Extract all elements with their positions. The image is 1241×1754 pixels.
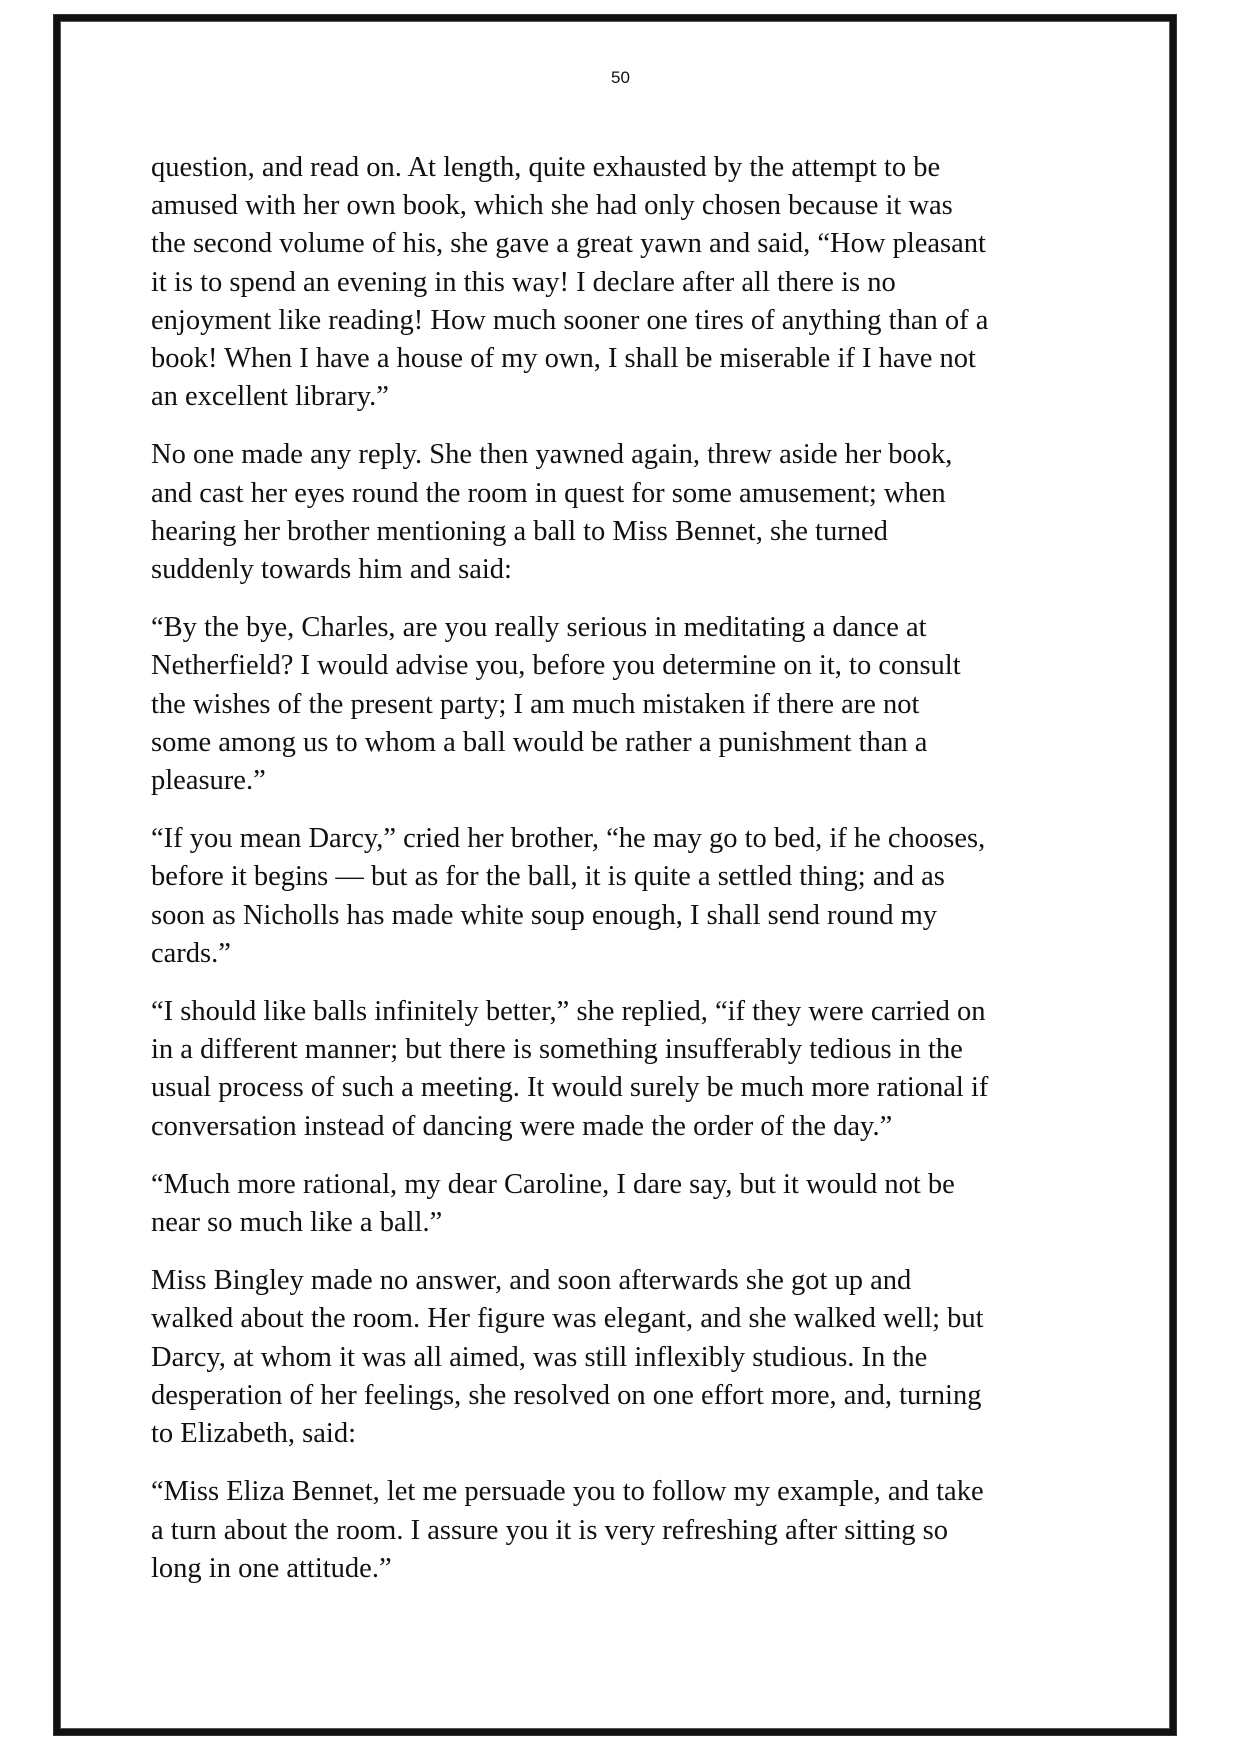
text-line: “Much more rational, my dear Caroline, I dare say, but it would not be xyxy=(151,1168,955,1200)
text-line: question, and read on. At length, quite exhausted by the attempt to be xyxy=(151,152,941,183)
paragraph xyxy=(151,149,1111,416)
text-line: to Elizabeth, said: xyxy=(151,1418,356,1450)
text-line: walked about the room. Her figure was elegant, and she walked well; but xyxy=(151,1303,984,1335)
text-line: pleasure.” xyxy=(151,765,266,797)
text-line: an excellent library.” xyxy=(151,381,389,413)
text-line: amused with her own book, which she had only chosen because it was xyxy=(151,190,953,222)
paragraph xyxy=(151,1262,1111,1453)
text-line: “If you mean Darcy,” cried her brother, “he may go to bed, if he chooses, xyxy=(151,823,986,855)
text-line: the second volume of his, she gave a great yawn and said, “How pleasant xyxy=(151,228,986,260)
text-line: some among us to whom a ball would be rather a punishment than a xyxy=(151,726,928,758)
text-line: suddenly towards him and said: xyxy=(151,554,512,586)
paragraph xyxy=(151,1473,1111,1588)
text-line: soon as Nicholls has made white soup enough, I shall send round my xyxy=(151,899,938,931)
text-line: and cast her eyes round the room in quest for some amusement; when xyxy=(151,477,946,509)
text-line: it is to spend an evening in this way! I declare after all there is no xyxy=(151,266,896,298)
text-line: usual process of such a meeting. It would surely be much more rational if xyxy=(151,1072,989,1104)
text-body xyxy=(151,149,1111,1608)
text-line: book! When I have a house of my own, I shall be miserable if I have not xyxy=(151,343,976,375)
text-line: Netherfield? I would advise you, before you determine on it, to consult xyxy=(151,650,961,682)
paragraph xyxy=(151,609,1111,800)
text-line: before it begins — but as for the ball, it is quite a settled thing; and as xyxy=(151,861,945,893)
text-line: hearing her brother mentioning a ball to Miss Bennet, she turned xyxy=(151,515,888,547)
page-number: 50 xyxy=(611,68,630,87)
text-line: “Miss Eliza Bennet, let me persuade you to follow my example, and take xyxy=(151,1476,984,1508)
text-line: a turn about the room. I assure you it is very refreshing after sitting so xyxy=(151,1514,949,1546)
text-line: in a different manner; but there is something insufferably tedious in the xyxy=(151,1034,963,1066)
text-line: conversation instead of dancing were made the order of the day.” xyxy=(151,1110,893,1142)
text-line: “By the bye, Charles, are you really serious in meditating a dance at xyxy=(151,612,927,644)
text-line: Miss Bingley made no answer, and soon afterwards she got up and xyxy=(151,1265,912,1297)
text-line: No one made any reply. She then yawned again, threw aside her book, xyxy=(151,439,953,471)
text-line: enjoyment like reading! How much sooner one tires of anything than of a xyxy=(151,304,989,336)
text-line: cards.” xyxy=(151,937,231,969)
text-line: long in one attitude.” xyxy=(151,1552,392,1584)
paragraph xyxy=(151,820,1111,973)
text-line: the wishes of the present party; I am much mistaken if there are not xyxy=(151,688,920,720)
paragraph xyxy=(151,1166,1111,1242)
text-line: “I should like balls infinitely better,” she replied, “if they were carried on xyxy=(151,996,986,1028)
text-line: desperation of her feelings, she resolved on one effort more, and, turning xyxy=(151,1379,982,1411)
text-line: Darcy, at whom it was all aimed, was still inflexibly studious. In the xyxy=(151,1341,928,1373)
text-line: near so much like a ball.” xyxy=(151,1207,443,1239)
paragraph xyxy=(151,993,1111,1146)
paragraph xyxy=(151,436,1111,589)
